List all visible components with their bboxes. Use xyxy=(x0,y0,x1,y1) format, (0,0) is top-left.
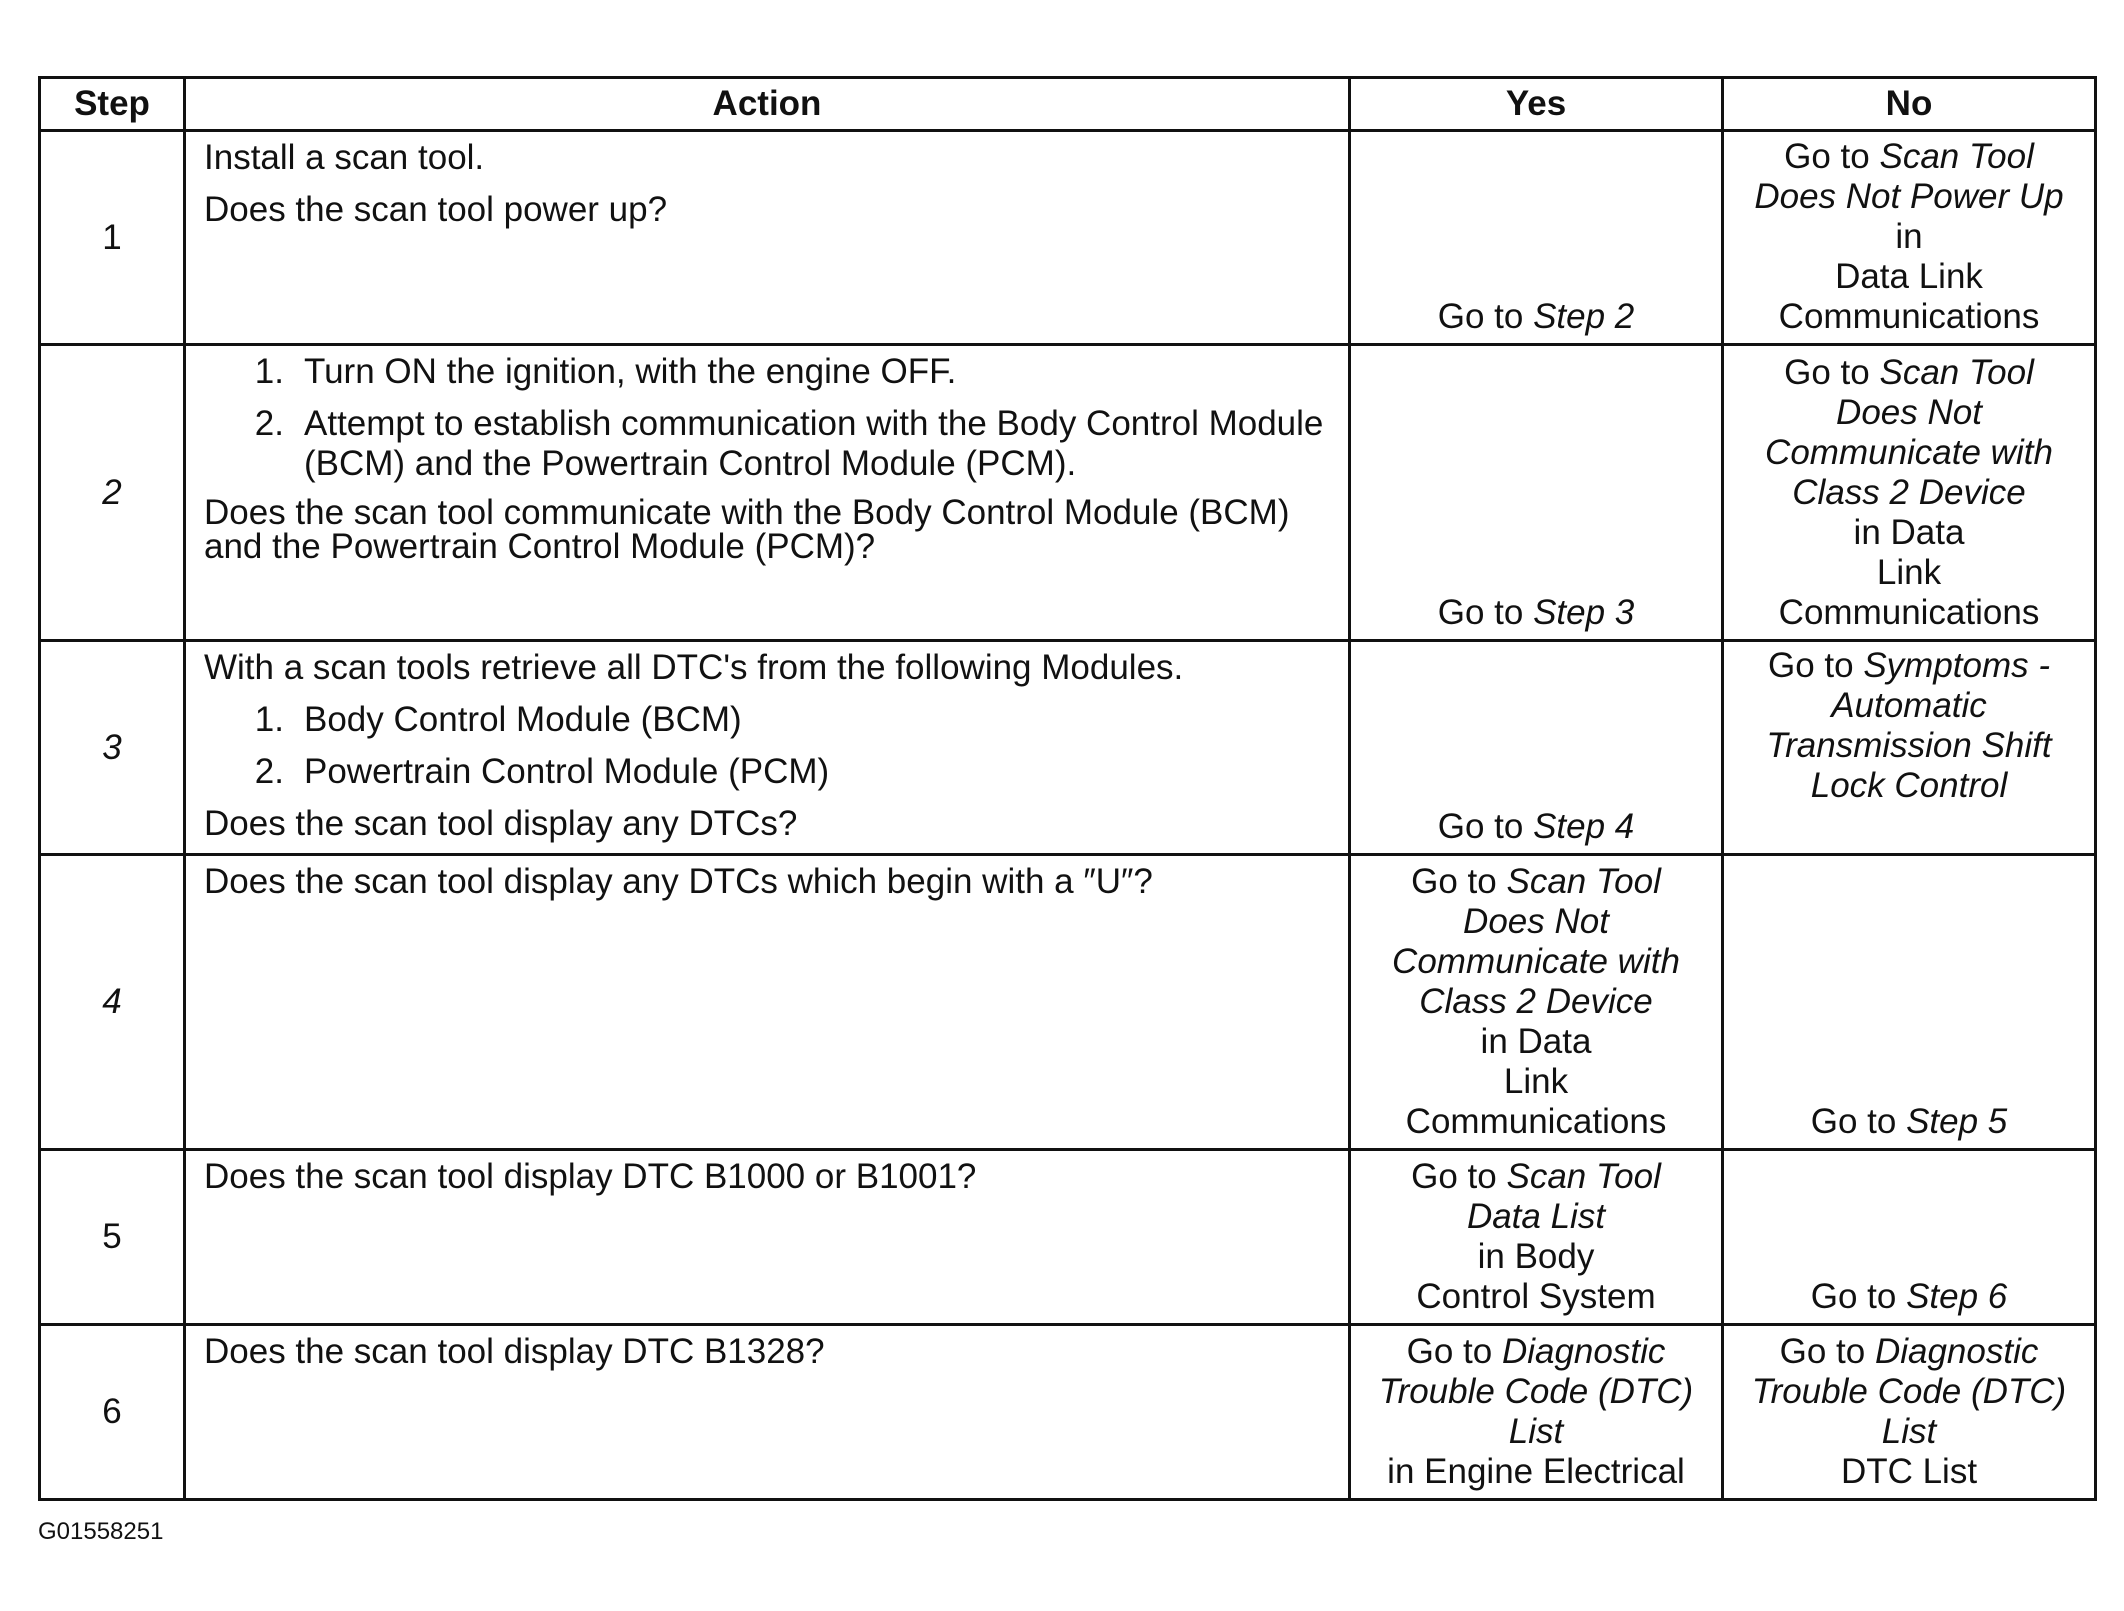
no-l6: Link xyxy=(1876,553,1942,592)
no-link-3[interactable]: Communicate with xyxy=(1765,433,2053,472)
step-number: 5 xyxy=(40,1150,185,1325)
yes-link[interactable]: Scan Tool xyxy=(1506,1157,1661,1196)
action-list xyxy=(204,700,1330,792)
header-step: Step xyxy=(40,78,185,131)
no-l4: Communications xyxy=(1778,297,2040,336)
table-row xyxy=(40,1150,2096,1325)
yes-link[interactable]: Diagnostic xyxy=(1501,1332,1666,1371)
no-cell xyxy=(1723,855,2096,1150)
no-prefix: Go to xyxy=(1767,646,1854,685)
yes-cell xyxy=(1350,641,1723,855)
header-no: No xyxy=(1723,78,2096,131)
yes-cell xyxy=(1350,345,1723,641)
header-yes: Yes xyxy=(1350,78,1723,131)
yes-prefix: Go to xyxy=(1437,593,1524,632)
step-number: 2 xyxy=(40,345,185,641)
action-question: Does the scan tool display DTC B1000 or B1001? xyxy=(204,1157,977,1196)
no-link-2[interactable]: Automatic xyxy=(1831,686,1987,725)
yes-link-2[interactable]: Does Not xyxy=(1463,902,1609,941)
no-cell xyxy=(1723,345,2096,641)
no-l5: in Data xyxy=(1853,513,1965,552)
yes-link-2[interactable]: Trouble Code (DTC) xyxy=(1378,1372,1694,1411)
header-action: Action xyxy=(185,78,1350,131)
action-question: Does the scan tool power up? xyxy=(204,190,668,229)
list-item: 2. Attempt to establish communication with the Body Control Module (BCM) and the Powertrain Control Module (PCM). xyxy=(254,404,1324,483)
yes-link[interactable]: Scan Tool xyxy=(1506,862,1661,901)
no-link[interactable]: Step 5 xyxy=(1906,1102,2008,1141)
table-row xyxy=(40,131,2096,345)
no-link-3[interactable]: List xyxy=(1881,1412,1937,1451)
yes-prefix: Go to xyxy=(1406,1332,1493,1371)
no-cell xyxy=(1723,131,2096,345)
action-list xyxy=(204,352,1330,484)
yes-prefix: Go to xyxy=(1437,807,1524,846)
list-item: 2. Powertrain Control Module (PCM) xyxy=(254,752,830,791)
no-prefix: Go to xyxy=(1779,1332,1866,1371)
no-prefix: Go to xyxy=(1784,353,1870,392)
no-link-2[interactable]: Trouble Code (DTC) xyxy=(1751,1372,2067,1411)
list-item: 1. Body Control Module (BCM) xyxy=(254,700,742,739)
yes-l4: in Engine Electrical xyxy=(1387,1452,1685,1491)
no-cell xyxy=(1723,1325,2096,1500)
yes-l5: in Data xyxy=(1480,1022,1592,1061)
yes-l7: Communications xyxy=(1405,1102,1667,1141)
diagnostic-table xyxy=(38,76,2097,1501)
no-l3: Data Link xyxy=(1835,257,1983,296)
yes-cell xyxy=(1350,131,1723,345)
yes-prefix: Go to xyxy=(1411,1157,1497,1196)
header-row xyxy=(40,78,2096,131)
no-prefix: Go to xyxy=(1810,1277,1897,1316)
yes-cell xyxy=(1350,1150,1723,1325)
table-row xyxy=(40,345,2096,641)
no-link[interactable]: Diagnostic xyxy=(1874,1332,2039,1371)
yes-l6: Link xyxy=(1503,1062,1569,1101)
action-question: Does the scan tool display DTC B1328? xyxy=(204,1332,825,1371)
yes-prefix: Go to xyxy=(1437,297,1524,336)
yes-link[interactable]: Step 2 xyxy=(1533,297,1635,336)
action-question: Does the scan tool display any DTCs which begin with a ″U″? xyxy=(204,862,1153,901)
yes-link-2[interactable]: Data List xyxy=(1466,1197,1606,1236)
no-link-2[interactable]: Does Not xyxy=(1836,393,1982,432)
list-item: 1. Turn ON the ignition, with the engine OFF. xyxy=(254,352,957,391)
action-cell xyxy=(185,855,1350,1150)
action-cell xyxy=(185,345,1350,641)
no-link-4[interactable]: Class 2 Device xyxy=(1792,473,2026,512)
no-link[interactable]: Scan Tool xyxy=(1879,137,2034,176)
yes-link-4[interactable]: Class 2 Device xyxy=(1419,982,1653,1021)
no-prefix: Go to xyxy=(1810,1102,1897,1141)
table-row xyxy=(40,855,2096,1150)
no-cell xyxy=(1723,1150,2096,1325)
step-number: 6 xyxy=(40,1325,185,1500)
no-link[interactable]: Scan Tool xyxy=(1879,353,2034,392)
yes-prefix: Go to xyxy=(1411,862,1497,901)
no-link[interactable]: Step 6 xyxy=(1906,1277,2008,1316)
no-link-3[interactable]: Transmission Shift xyxy=(1766,726,2052,765)
step-number: 4 xyxy=(40,855,185,1150)
yes-link[interactable]: Step 3 xyxy=(1533,593,1635,632)
action-intro: With a scan tools retrieve all DTC's from the following Modules. xyxy=(204,648,1184,687)
action-question: Does the scan tool communicate with the Body Control Module (BCM) and the Powertrain Control Module (PCM)? xyxy=(204,493,1290,566)
no-link-4[interactable]: Lock Control xyxy=(1810,766,2008,805)
no-link-cont[interactable]: Does Not Power Up xyxy=(1754,177,2064,216)
action-cell xyxy=(185,1150,1350,1325)
action-cell xyxy=(185,1325,1350,1500)
action-cell xyxy=(185,641,1350,855)
yes-l3: in Body xyxy=(1477,1237,1595,1276)
no-link[interactable]: Symptoms - xyxy=(1863,646,2051,685)
no-l4: DTC List xyxy=(1840,1452,1978,1491)
action-intro: Install a scan tool. xyxy=(204,138,485,177)
step-number: 1 xyxy=(40,131,185,345)
no-l7: Communications xyxy=(1778,593,2040,632)
yes-link[interactable]: Step 4 xyxy=(1533,807,1635,846)
action-cell xyxy=(185,131,1350,345)
no-cell xyxy=(1723,641,2096,855)
yes-link-3[interactable]: Communicate with xyxy=(1392,942,1680,981)
table-row xyxy=(40,641,2096,855)
action-question: Does the scan tool display any DTCs? xyxy=(204,804,798,843)
yes-link-3[interactable]: List xyxy=(1508,1412,1564,1451)
no-prefix: Go to xyxy=(1784,137,1870,176)
yes-cell xyxy=(1350,855,1723,1150)
no-l2: in xyxy=(1895,217,1923,256)
figure-id: G01558251 xyxy=(38,1518,164,1545)
step-number: 3 xyxy=(40,641,185,855)
table-row xyxy=(40,1325,2096,1500)
yes-cell xyxy=(1350,1325,1723,1500)
yes-l4: Control System xyxy=(1416,1277,1656,1316)
